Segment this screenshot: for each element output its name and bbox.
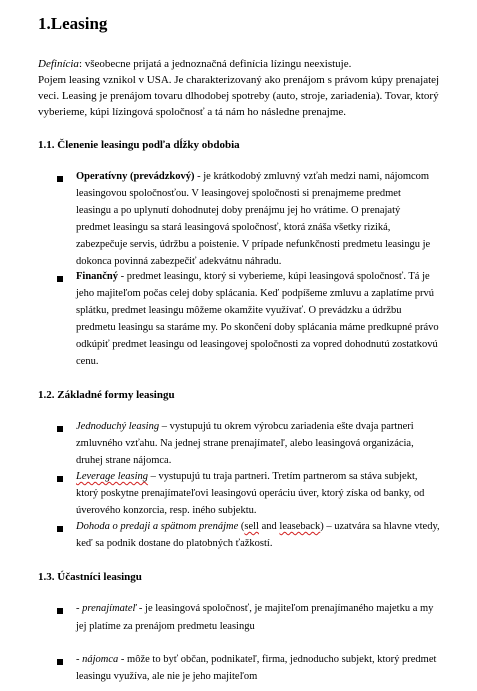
section-1-3-heading: 1.3. Účastníci leasingu — [38, 571, 142, 583]
operativny-line-1-text: - je krátkodobý zmluvný vzťah medzi nami, nájomcom — [194, 171, 430, 182]
najomca-line-1 — [76, 654, 436, 665]
jednoduchy-line-1-text: – vystupujú tu okrem výrobcu zariadenia ešte dvaja partneri — [159, 421, 414, 432]
prenajimatel-term: - prenajímateľ — [76, 603, 137, 614]
najomca-line-1-text: - môže to byť občan, podnikateľ, firma, jednoducho subjekt, ktorý predmet — [118, 654, 437, 665]
and-word: and — [258, 521, 280, 532]
operativny-term: Operatívny (prevádzkový) — [76, 171, 195, 182]
intro-line-2: Pojem leasing vznikol v USA. Je charakterizovaný ako prenájom s právom kúpy prenajatej — [38, 74, 440, 86]
leverage-line-3: úverového konzorcia, resp. iného subjektu. — [76, 505, 257, 516]
intro-line-4: vyberieme, kúpi lízingová spoločnosť a tá nám ho následne prenajme. — [38, 106, 347, 118]
definition-label: Definícia — [38, 58, 79, 70]
dohoda-line-2: keď sa podnik dostane do platobných ťažkostí. — [76, 538, 273, 549]
financny-line-5: odkúpiť predmet leasingu od leasingovej spoločnosti za vopred dohodnutú zostatkovú — [76, 339, 438, 350]
financny-line-6: cenu. — [76, 356, 99, 367]
dohoda-term: Dohoda o predaji a spätnom prenájme — [76, 521, 239, 532]
financny-line-3: splátku, predmet leasingu môžeme okamžite využívať. O prevádzku a údržbu — [76, 305, 402, 316]
bullet-square-icon — [57, 176, 63, 182]
jednoduchy-line-1 — [76, 421, 414, 432]
bullet-square-icon — [57, 608, 63, 614]
document-title: 1.Leasing — [38, 14, 108, 33]
jednoduchy-line-2: zmluvného vzťahu. Na jednej strane prenajímateľ, alebo leasingová organizácia, — [76, 438, 414, 449]
intro-line-1 — [38, 58, 351, 70]
jednoduchy-line-3: druhej strane nájomca. — [76, 455, 172, 466]
operativny-line-5: zabezpečuje servis, údržbu a poistenie. V prípade nefunkčnosti predmetu leasingu je — [76, 239, 431, 250]
prenajimatel-line-1 — [76, 603, 433, 614]
intro-line-3: veci. Leasing je prenájom tovaru dlhodobej spotreby (auto, stroje, zariadenia). Tovar, ktorý — [38, 90, 439, 102]
financny-line-4: predmetu leasingu sa staráme my. Po skončení doby splácania máme predkupné právo — [76, 322, 439, 333]
najomca-line-2: leasingu využíva, ale nie je jeho majiteľom — [76, 671, 258, 682]
leverage-term: Leverage leasing — [76, 471, 149, 482]
leverage-line-2: ktorý poskytne prenajímateľovi leasingovú operáciu úver, ktorý získa od banky, od — [76, 488, 425, 499]
bullet-square-icon — [57, 426, 63, 432]
financny-line-1-text: - predmet leasingu, ktorý si vyberieme, kúpi leasingová spoločnosť. Tá je — [118, 271, 430, 282]
sell-word: sell — [244, 521, 259, 532]
intro-line-1-text: : všeobecne prijatá a jednoznačná definícia lízingu neexistuje. — [78, 58, 352, 70]
jednoduchy-term: Jednoduchý leasing — [76, 421, 160, 432]
bullet-square-icon — [57, 526, 63, 532]
bullet-square-icon — [57, 659, 63, 665]
leverage-line-1-text: – vystupujú tu traja partneri. Tretím partnerom sa stáva subjekt, — [148, 471, 418, 482]
dohoda-line-1-text: ) – uzatvára sa hlavne vtedy, — [320, 521, 440, 532]
prenajimatel-line-1-text: - je leasingová spoločnosť, je majiteľom prenajímaného majetku a my — [136, 603, 434, 614]
prenajimatel-line-2: jej platíme za prenájom predmetu leasingu — [76, 621, 255, 632]
financny-line-1 — [76, 271, 430, 282]
dohoda-paren: ( — [238, 521, 245, 532]
bullet-square-icon — [57, 476, 63, 482]
financny-term: Finančný — [76, 271, 119, 282]
section-1-2-heading: 1.2. Základné formy leasingu — [38, 389, 175, 401]
dohoda-line-1 — [76, 521, 440, 532]
najomca-term: - nájomca — [76, 654, 119, 665]
operativny-line-6: dokonca povinná zabezpečiť adekvátnu náhradu. — [76, 256, 282, 267]
financny-line-2: jeho majiteľom počas celej doby splácania. Keď podpíšeme zmluvu a zaplatíme prvú — [76, 288, 435, 299]
operativny-line-1 — [76, 171, 429, 182]
leverage-line-1 — [76, 471, 417, 482]
operativny-line-4: predmet leasingu sa stará leasingová spoločnosť, ktorá znáša všetky riziká, — [76, 222, 391, 233]
operativny-line-3: leasingu a po uplynutí dohodnutej doby prenájmu jej ho vrátime. O prenajatý — [76, 205, 401, 216]
section-1-1-heading: 1.1. Členenie leasingu podľa dĺžky obdobia — [38, 139, 240, 151]
leaseback-word: leaseback — [279, 521, 321, 532]
bullet-square-icon — [57, 276, 63, 282]
operativny-line-2: leasingovou spoločnosťou. V leasingovej spoločnosti si prenajmeme predmet — [76, 188, 401, 199]
